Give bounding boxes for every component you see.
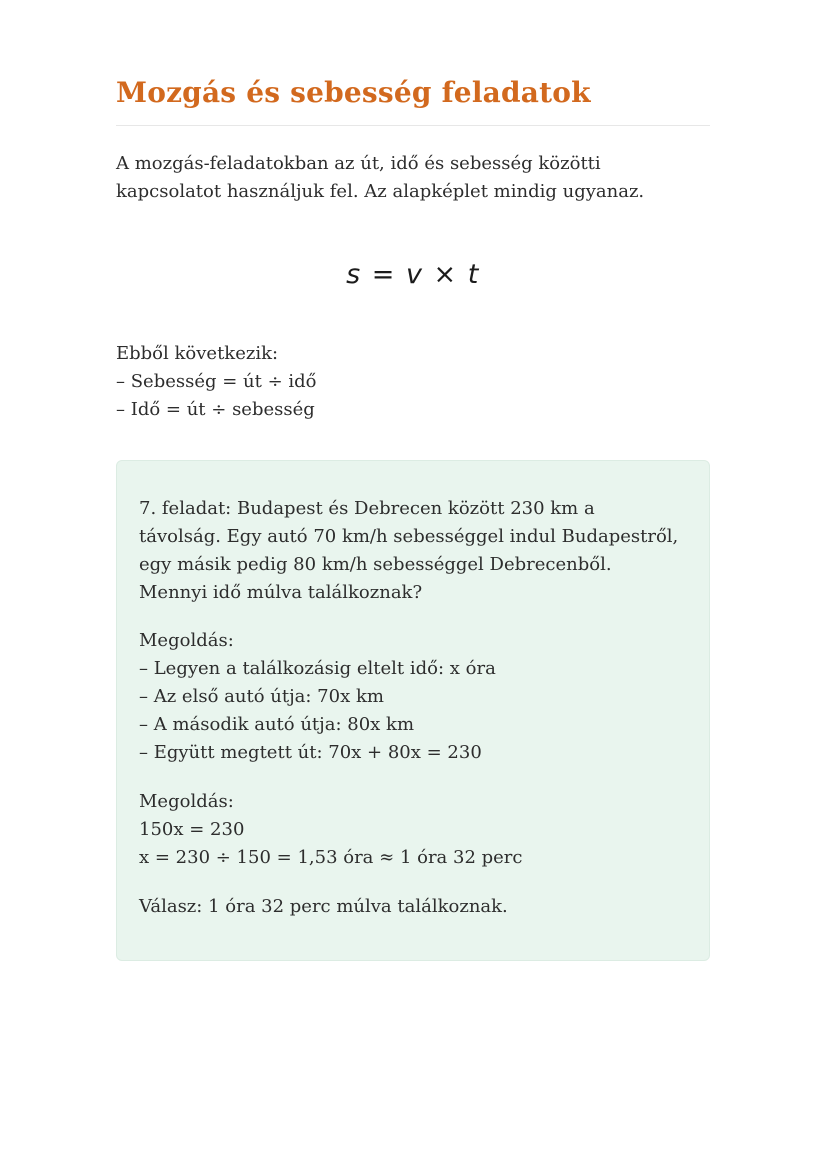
derivation-item: – Idő = út ÷ sebesség [116, 398, 315, 420]
solution-heading: Megoldás: [139, 630, 234, 652]
calculation-group [139, 788, 681, 872]
page-title: Mozgás és sebesség feladatok [116, 76, 591, 109]
solution-step: – Az első autó útja: 70x km [139, 686, 384, 708]
solution-step: – Legyen a találkozásig eltelt idő: x óra [139, 658, 496, 680]
intro-paragraph: A mozgás-feladatokban az út, idő és sebesség közötti kapcsolatot használjuk fel. Az alapképlet mindig ugyanaz. [116, 152, 645, 203]
solution-step: – Együtt megtett út: 70x + 80x = 230 [139, 741, 482, 763]
calculation-heading: Megoldás: [139, 790, 234, 812]
problem-statement: 7. feladat: Budapest és Debrecen között 230 km a távolság. Egy autó 70 km/h sebességgel indul Budapestről, egy másik pedig 80 km/h sebességgel Debrecenből. Mennyi idő múlva találkoznak? [139, 497, 679, 603]
derivation-item: – Sebesség = út ÷ idő [116, 371, 317, 393]
answer-line: Válasz: 1 óra 32 perc múlva találkoznak. [139, 895, 508, 917]
calculation-line: x = 230 ÷ 150 = 1,53 óra ≈ 1 óra 32 perc [139, 846, 523, 868]
problem-box [116, 460, 710, 962]
solution-steps-group [139, 627, 681, 766]
derivations-section [116, 340, 710, 424]
calculation-line: 150x = 230 [139, 818, 245, 840]
answer-group [139, 893, 681, 921]
derivations-heading: Ebből következik: [116, 343, 279, 365]
solution-step: – A második autó útja: 80x km [139, 714, 415, 736]
formula: s = v × t [346, 259, 480, 291]
title-divider [116, 125, 710, 126]
problem-statement-group [139, 495, 681, 607]
